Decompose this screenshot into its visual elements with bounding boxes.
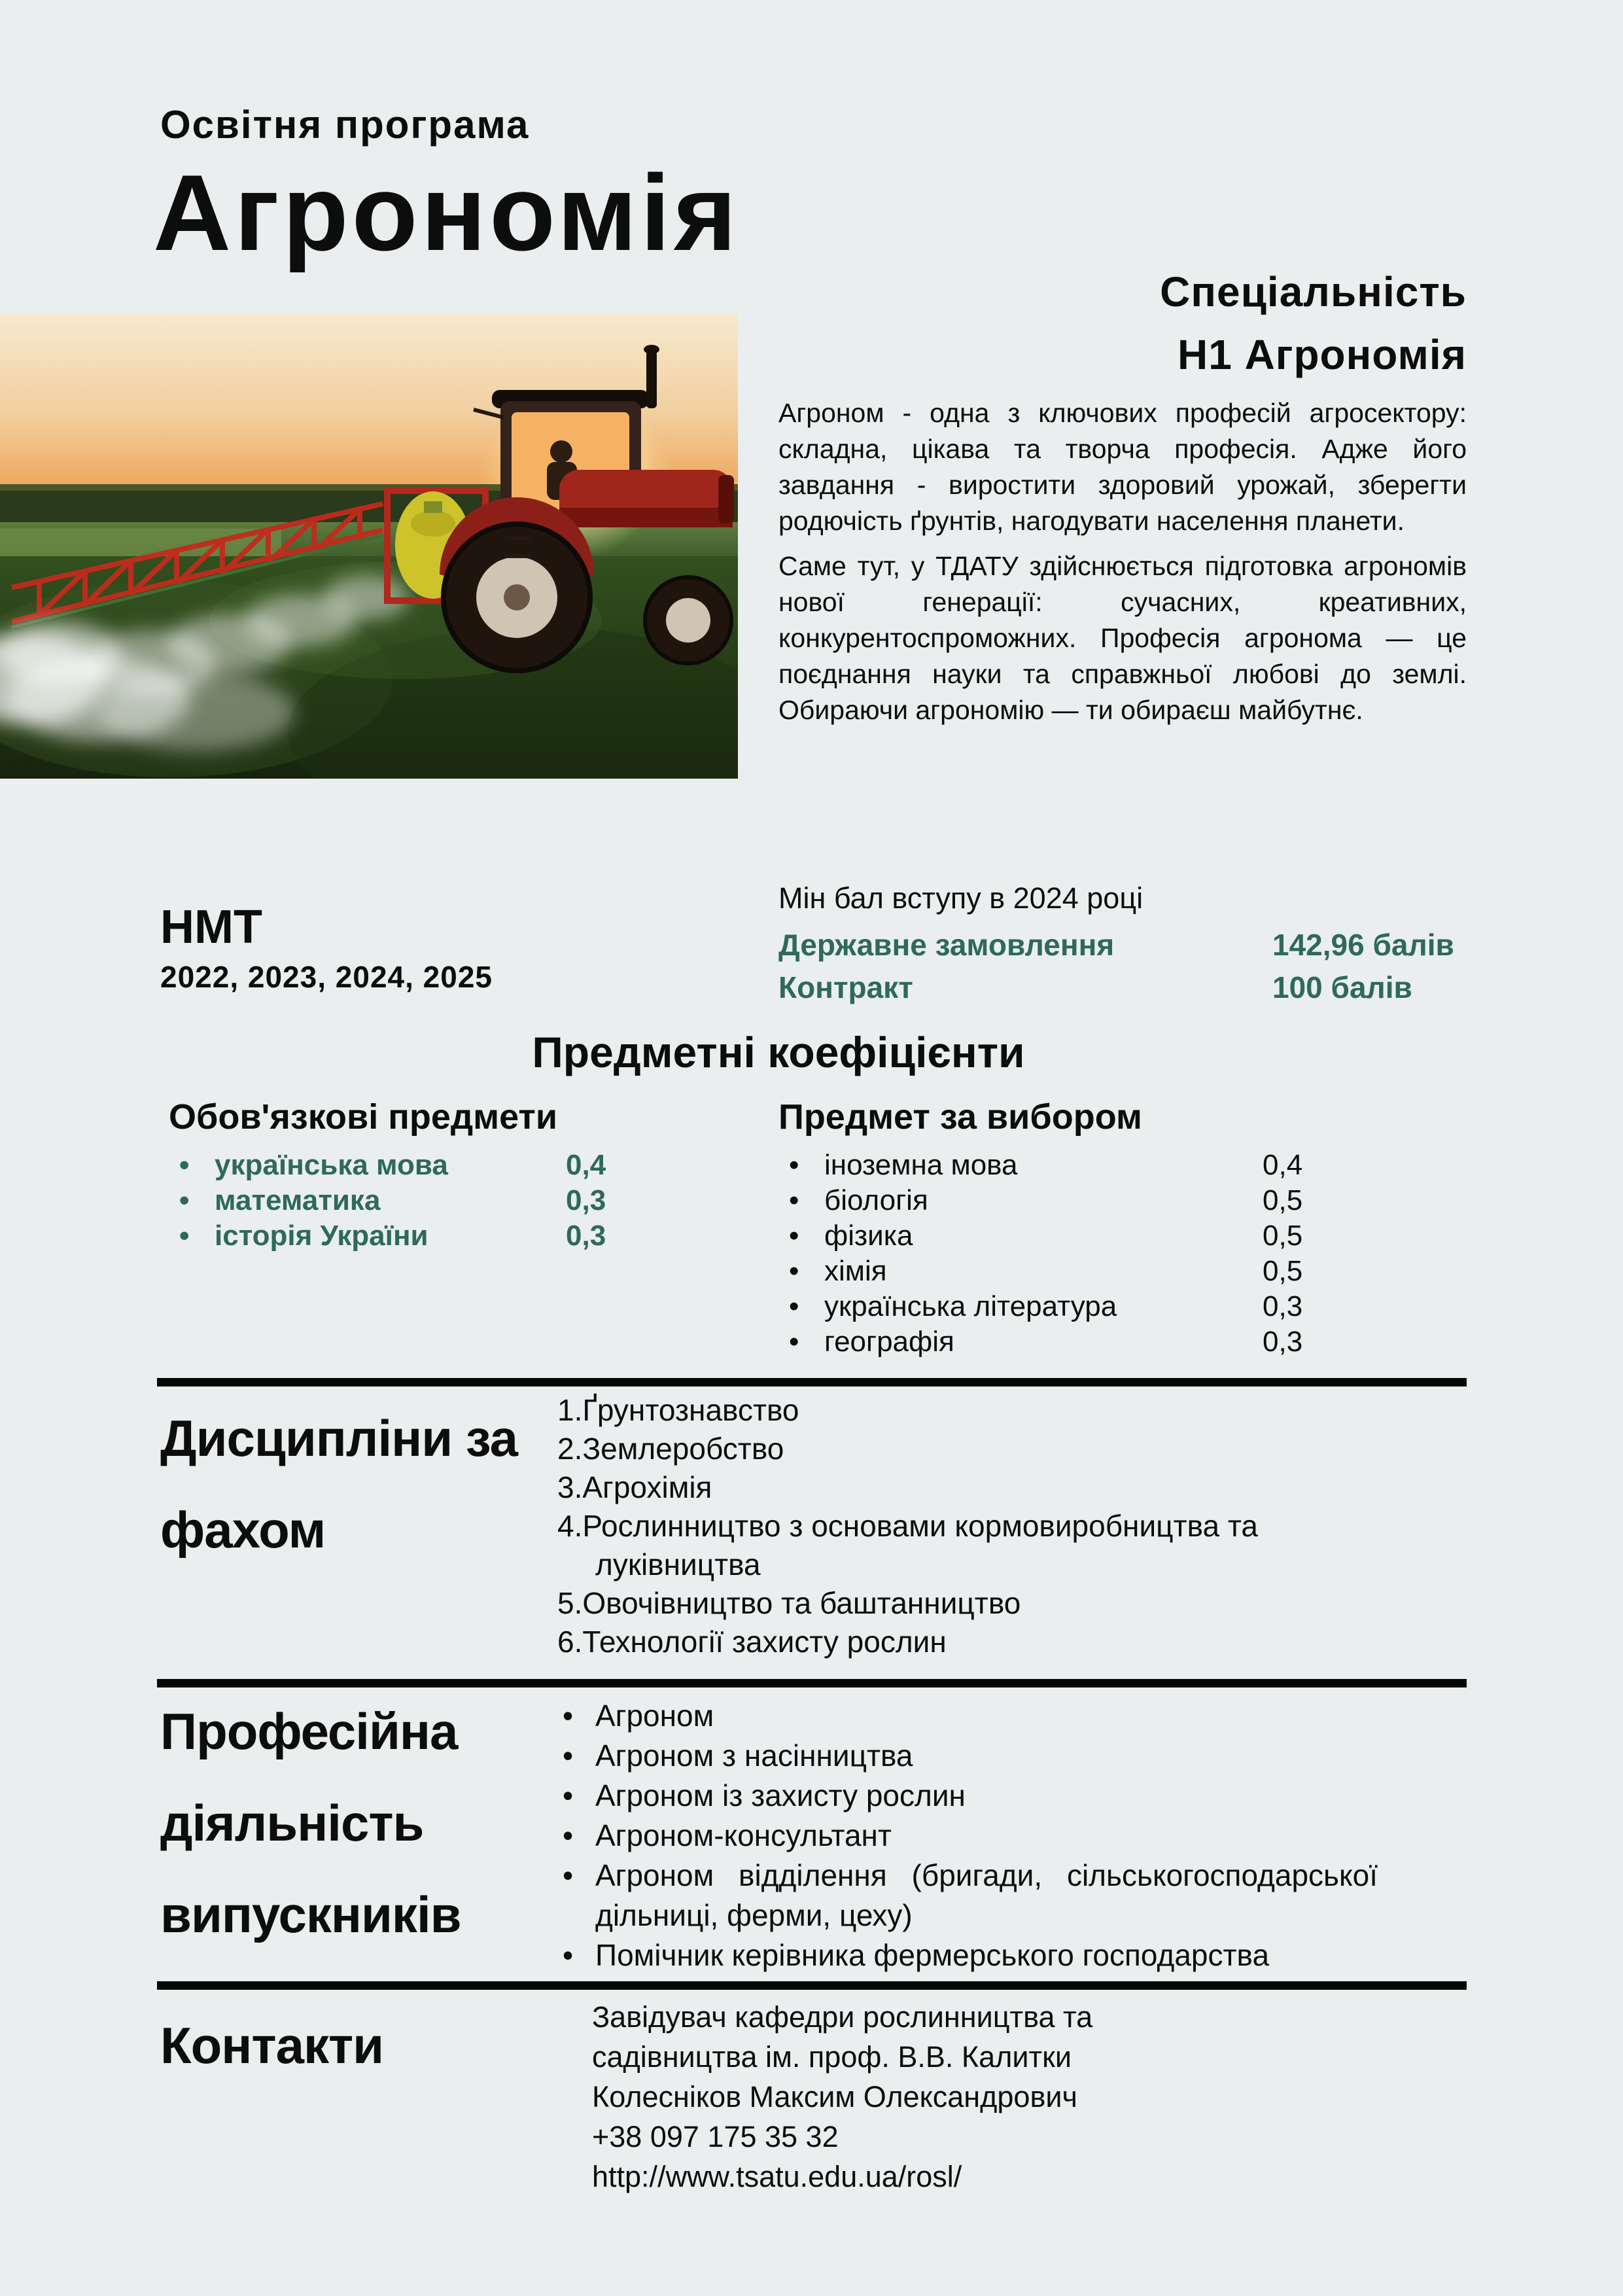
discipline-item: Рослинництво з основами кормовиробництва та луківництва bbox=[582, 1509, 1258, 1581]
subject-coefficient: 0,3 bbox=[1263, 1290, 1303, 1322]
nmt-years: 2022, 2023, 2024, 2025 bbox=[160, 960, 493, 994]
optional-subjects-heading: Предмет за вибором bbox=[778, 1097, 1142, 1137]
subject-coefficient: 0,4 bbox=[1263, 1149, 1303, 1181]
nmt-row-value: 142,96 балів bbox=[1272, 928, 1454, 962]
field-tractor-photo bbox=[0, 313, 738, 779]
profession-item bbox=[557, 1816, 1378, 1856]
subject-coefficient: 0,5 bbox=[1263, 1255, 1303, 1287]
mandatory-subjects-column bbox=[169, 1097, 692, 1254]
subject-coefficient: 0,4 bbox=[566, 1149, 606, 1181]
profession-item-text: Агроном-консультант bbox=[595, 1818, 892, 1852]
subject-row bbox=[169, 1148, 692, 1183]
specialty-paragraph-2: Саме тут, у ТДАТУ здійснюється підготовка агрономів нової генерації: сучасних, креативних, конкурентоспроможних. Професія агронома — це поєднання науки та справжньої любові до землі. Обираючи агрономію — ти обираєш майбутнє. bbox=[778, 551, 1467, 725]
bullet-icon: • bbox=[563, 1778, 574, 1812]
contact-phone[interactable]: +38 097 175 35 32 bbox=[592, 2120, 839, 2153]
subject-row bbox=[778, 1324, 1469, 1360]
subject-label: математика bbox=[215, 1184, 381, 1216]
subject-coefficient: 0,3 bbox=[1263, 1326, 1303, 1358]
optional-subjects-list bbox=[778, 1148, 1469, 1360]
subject-coefficient: 0,5 bbox=[1263, 1184, 1303, 1216]
bullet-icon: • bbox=[563, 1818, 574, 1852]
subject-row bbox=[169, 1218, 692, 1254]
profession-item-text: Помічник керівника фермерського господарства bbox=[595, 1938, 1270, 1972]
nmt-min-heading: Мін бал вступу в 2024 році bbox=[778, 881, 1143, 915]
nmt-row-label: Державне замовлення bbox=[778, 928, 1115, 962]
profession-item-text: Агроном з насінництва bbox=[595, 1739, 913, 1773]
subject-label: біологія bbox=[824, 1184, 928, 1216]
discipline-item: Овочівництво та баштанництво bbox=[582, 1586, 1021, 1620]
subject-row bbox=[778, 1183, 1469, 1218]
subject-label: історія України bbox=[215, 1220, 428, 1252]
bullet-icon: • bbox=[789, 1290, 799, 1322]
section-divider bbox=[157, 1981, 1467, 1990]
bullet-icon: • bbox=[789, 1184, 799, 1216]
subject-coefficient: 0,3 bbox=[566, 1220, 606, 1252]
profession-item-text: Агроном відділення (бригади, сільськогосподарської дільниці, ферми, цеху) bbox=[595, 1858, 1378, 1932]
specialty-heading-line1: Спеціальність bbox=[1160, 268, 1467, 315]
subject-row bbox=[778, 1148, 1469, 1183]
bullet-icon: • bbox=[179, 1220, 190, 1252]
subject-label: українська мова bbox=[215, 1149, 448, 1181]
subject-label: хімія bbox=[824, 1255, 887, 1287]
specialty-paragraph-1: Агроном - одна з ключових професій агросектору: складна, цікава та творча професія. Адже його завдання - виростити здоровий урожай, зберегти родючість ґрунтів, нагодувати населення планети. bbox=[778, 398, 1467, 536]
profession-item bbox=[557, 1935, 1378, 1975]
contact-person: Колесніков Максим Олександрович bbox=[592, 2080, 1077, 2113]
contact-url-link[interactable]: http://www.tsatu.edu.ua/rosl/ bbox=[592, 2160, 962, 2193]
bullet-icon: • bbox=[563, 1739, 574, 1773]
bullet-icon: • bbox=[789, 1149, 799, 1181]
profession-list bbox=[557, 1696, 1378, 1975]
profession-item bbox=[557, 1856, 1378, 1935]
bullet-icon: • bbox=[563, 1699, 574, 1733]
subject-coefficient: 0,3 bbox=[566, 1184, 606, 1216]
specialty-heading-line2: Н1 Агрономія bbox=[1177, 331, 1467, 378]
profession-item-text: Агроном із захисту рослин bbox=[595, 1778, 966, 1812]
bullet-icon: • bbox=[179, 1149, 190, 1181]
profession-item bbox=[557, 1736, 1378, 1776]
profession-item-text: Агроном bbox=[595, 1699, 714, 1733]
specialty-block bbox=[778, 260, 1467, 728]
subject-row bbox=[778, 1289, 1469, 1324]
contacts-heading: Контакти bbox=[160, 2017, 384, 2074]
coefficients-heading: Предметні коефіцієнти bbox=[532, 1028, 1025, 1076]
disciplines-heading: Дисципліни за фахом bbox=[160, 1409, 517, 1559]
contacts-block bbox=[592, 1997, 1168, 2197]
page-title: Агрономія bbox=[153, 152, 740, 273]
disciplines-list bbox=[557, 1391, 1408, 1661]
subject-row bbox=[778, 1218, 1469, 1254]
contact-department: Завідувач кафедри рослинництва та садівництва ім. проф. В.В. Калитки bbox=[592, 2000, 1093, 2074]
field-tractor-photo-svg bbox=[0, 313, 738, 779]
subject-label: українська література bbox=[824, 1290, 1117, 1322]
profession-item bbox=[557, 1696, 1378, 1736]
nmt-rows bbox=[778, 924, 1467, 1009]
subject-row bbox=[169, 1183, 692, 1218]
subject-label: фізика bbox=[824, 1220, 913, 1252]
bullet-icon: • bbox=[789, 1220, 799, 1252]
profession-heading: Професійна діяльність випускників bbox=[160, 1703, 461, 1943]
profession-item bbox=[557, 1776, 1378, 1816]
mandatory-subjects-heading: Обов'язкові предмети bbox=[169, 1097, 558, 1137]
bullet-icon: • bbox=[789, 1255, 799, 1287]
discipline-item: Землеробство bbox=[582, 1432, 784, 1466]
bullet-icon: • bbox=[563, 1938, 574, 1972]
nmt-row bbox=[778, 924, 1467, 966]
nmt-row-value: 100 балів bbox=[1272, 970, 1412, 1004]
discipline-item: Ґрунтознавство bbox=[582, 1393, 799, 1427]
subject-coefficient: 0,5 bbox=[1263, 1220, 1303, 1252]
bullet-icon: • bbox=[563, 1858, 574, 1892]
subject-label: географія bbox=[824, 1326, 954, 1358]
nmt-min-score-block bbox=[778, 878, 1467, 1009]
discipline-item: Технології захисту рослин bbox=[582, 1625, 947, 1659]
bullet-icon: • bbox=[789, 1326, 799, 1358]
optional-subjects-column bbox=[778, 1097, 1469, 1360]
bullet-icon: • bbox=[179, 1184, 190, 1216]
subject-row bbox=[778, 1254, 1469, 1289]
discipline-item: Агрохімія bbox=[582, 1470, 712, 1504]
nmt-row bbox=[778, 966, 1467, 1009]
section-divider bbox=[157, 1378, 1467, 1386]
eyebrow-text: Освітня програма bbox=[160, 103, 530, 147]
nmt-title: НМТ bbox=[160, 901, 262, 953]
nmt-row-label: Контракт bbox=[778, 970, 913, 1004]
mandatory-subjects-list bbox=[169, 1148, 692, 1254]
subject-label: іноземна мова bbox=[824, 1149, 1018, 1181]
